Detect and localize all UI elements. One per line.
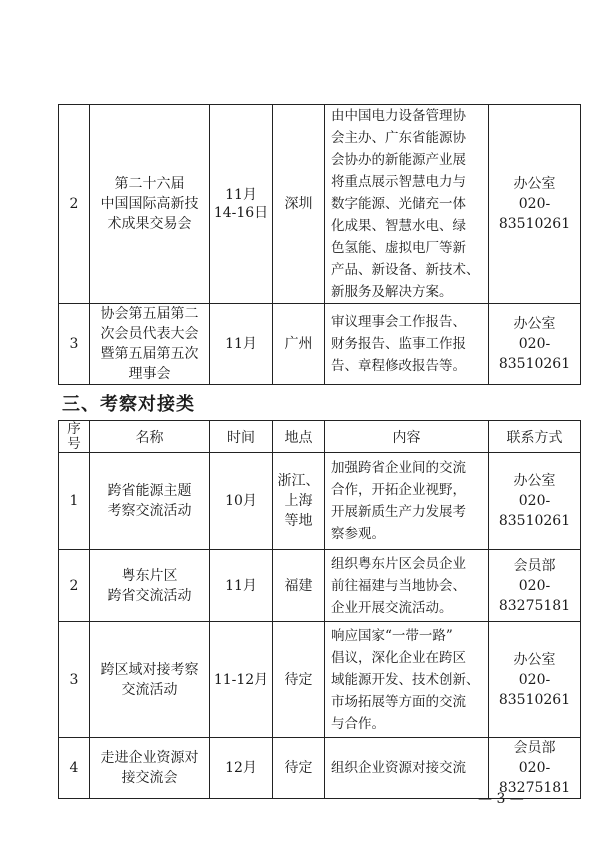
table-row — [59, 622, 581, 738]
table-row — [59, 738, 581, 799]
header-contact: 联系方式 — [489, 421, 581, 453]
event-place: 福建 — [273, 550, 325, 622]
event-place: 浙江、 上海 等地 — [273, 453, 325, 550]
activity-table-continued — [58, 104, 581, 385]
table-row — [59, 453, 581, 550]
event-contact: 会员部 020-83275181 — [489, 550, 581, 622]
event-time: 11月 — [210, 304, 273, 385]
event-content: 组织企业资源对接交流 — [325, 738, 489, 799]
header-number: 序 号 — [59, 421, 90, 453]
table-row — [59, 304, 581, 385]
event-time: 11-12月 — [210, 622, 273, 738]
row-number: 1 — [59, 453, 90, 550]
event-contact: 会员部 020-83275181 — [489, 738, 581, 799]
event-name: 第二十六届 中国国际高新技 术成果交易会 — [90, 105, 210, 304]
event-contact: 办公室 020-83510261 — [489, 622, 581, 738]
event-time: 12月 — [210, 738, 273, 799]
header-content: 内容 — [325, 421, 489, 453]
event-time: 11月 — [210, 550, 273, 622]
header-place: 地点 — [273, 421, 325, 453]
event-content: 组织粤东片区会员企业 前往福建与当地协会、 企业开展交流活动。 — [325, 550, 489, 622]
event-place: 待定 — [273, 738, 325, 799]
event-name: 走进企业资源对 接交流会 — [90, 738, 210, 799]
page-number: — 3 — — [478, 791, 524, 807]
event-place: 待定 — [273, 622, 325, 738]
event-name: 跨省能源主题 考察交流活动 — [90, 453, 210, 550]
event-contact: 办公室 020-83510261 — [489, 304, 581, 385]
event-place: 深圳 — [273, 105, 325, 304]
event-time: 11月 14-16日 — [210, 105, 273, 304]
event-content: 响应国家“一带一路” 倡议，深化企业在跨区 域能源开发、技术创新、 市场拓展等方面的交流 与合作。 — [325, 622, 489, 738]
row-number: 3 — [59, 304, 90, 385]
row-number: 2 — [59, 550, 90, 622]
table-row — [59, 550, 581, 622]
event-contact: 办公室 020-83510261 — [489, 105, 581, 304]
event-name: 跨区域对接考察 交流活动 — [90, 622, 210, 738]
row-number: 2 — [59, 105, 90, 304]
header-name: 名称 — [90, 421, 210, 453]
event-name: 粤东片区 跨省交流活动 — [90, 550, 210, 622]
table-header-row — [59, 421, 581, 453]
event-contact: 办公室 020-83510261 — [489, 453, 581, 550]
event-content: 加强跨省企业间的交流 合作，开拓企业视野， 开展新质生产力发展考 察参观。 — [325, 453, 489, 550]
section-heading: 三、考察对接类 — [62, 394, 195, 415]
event-name: 协会第五届第二 次会员代表大会 暨第五届第五次 理事会 — [90, 304, 210, 385]
event-content: 审议理事会工作报告、 财务报告、监事工作报 告、章程修改报告等。 — [325, 304, 489, 385]
row-number: 3 — [59, 622, 90, 738]
header-time: 时间 — [210, 421, 273, 453]
row-number: 4 — [59, 738, 90, 799]
event-time: 10月 — [210, 453, 273, 550]
event-place: 广州 — [273, 304, 325, 385]
event-content: 由中国电力设备管理协 会主办、广东省能源协 会协办的新能源产业展 将重点展示智慧电力与 数字能源、光储充一体 化成果、智慧水电、绿 色氢能、虚拟电厂等新 产品、新设备、新技术、 新服务及解决方案。 — [325, 105, 489, 304]
table-row — [59, 105, 581, 304]
inspection-table — [58, 420, 581, 799]
